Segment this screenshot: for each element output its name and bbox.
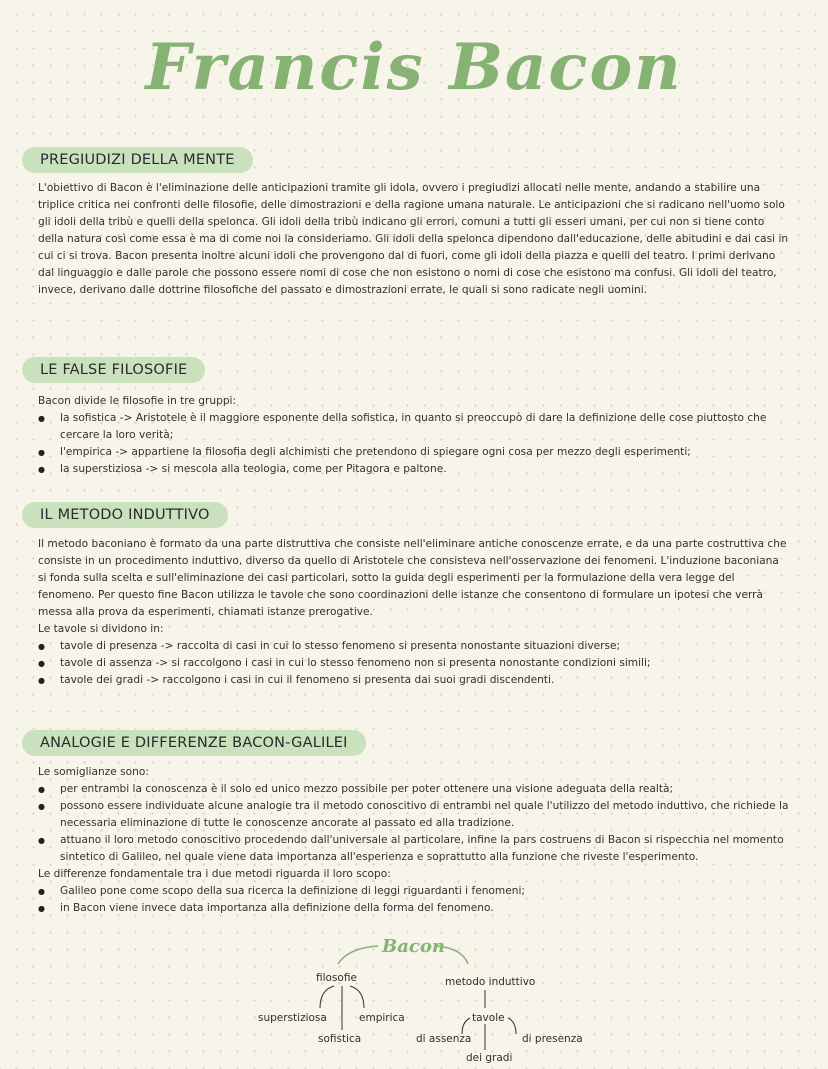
differenze-list: [38, 883, 790, 917]
concept-map: [240, 930, 600, 1065]
branch-line: [508, 1018, 516, 1034]
branch-line: [320, 986, 334, 1008]
section-false-filosofie-text: [38, 393, 790, 478]
diagram-node-filosofie: filosofie: [316, 972, 357, 984]
diagram-node-sofistica: sofistica: [318, 1033, 362, 1045]
pregiudizi-paragraph: L'obiettivo di Bacon è l'eliminazione delle anticipazioni tramite gli idola, ovvero i pregiudizi allocati nelle mente, andando a stabilire una triplice critica nei confronti delle filosofie, delle dimostrazioni e della ragione umana naturale. Le anticipazioni che si radicano nell'uomo solo gli idoli della tribù e quelli della spelonca. Gli idoli della tribù indicano gli errori, comuni a tutti gli esseri umani, per cui non si tiene conto della natura così come essa è ma di come noi la consideriamo. Gli idoli della spelonca dipendono dall'educazione, delle abitudini e dai casi in cui ci si trova. Bacon presenta inoltre alcuni idoli che provengono dal di fuori, come gli idoli della piazza e quelli del teatro. I primi derivano dal linguaggio e dalle parole che possono essere nomi di cose che non esistono o nomi di cose che esistono ma confusi. Gli idoli del teatro, invece, derivano dalle dottrine filosofiche del passato e dimostrazioni errate, le quali si sono radicate negli uomini.: [38, 182, 789, 296]
section-heading-false-filosofie: LE FALSE FILOSOFIE: [22, 357, 205, 383]
diagram-node-superstiziosa: superstiziosa: [258, 1012, 327, 1024]
section-metodo-induttivo-text: [38, 536, 790, 689]
diagram-node-empirica: empirica: [359, 1012, 405, 1024]
list-item: ● la superstiziosa -> si mescola alla teologia, come per Pitagora e paltone.: [38, 461, 790, 478]
list-item: ● l'empirica -> appartiene la filosofia degli alchimisti che pretendono di spiegare ogni cosa per mezzo degli esperimenti;: [38, 444, 790, 461]
list-item: ● per entrambi la conoscenza è il solo ed unico mezzo possibile per poter ottenere una visione adeguata della realtà;: [38, 781, 790, 798]
diagram-node-di-presenza: di presenza: [522, 1033, 583, 1045]
somiglianze-intro: Le somiglianze sono:: [38, 766, 149, 778]
false-filosofie-intro: Bacon divide le filosofie in tre gruppi:: [38, 395, 237, 407]
list-item: ● possono essere individuate alcune analogie tra il metodo conoscitivo di entrambi nel quale l'utilizzo del metodo induttivo, che richiede la necessaria eliminazione di tutte le conoscenze ancorate al passato ed alla tradizione.: [38, 798, 790, 832]
list-item: ● in Bacon viene invece data importanza alla definizione della forma del fenomeno.: [38, 900, 790, 917]
arrow-root-left: [338, 946, 378, 964]
page-title: Francis Bacon: [145, 30, 683, 105]
branch-line: [350, 986, 364, 1008]
somiglianze-list: [38, 781, 790, 866]
differenze-intro: Le differenze fondamentale tra i due metodi riguarda il loro scopo:: [38, 868, 391, 880]
diagram-node-dei-gradi: dei gradi: [466, 1052, 513, 1064]
section-heading-analogie: ANALOGIE E DIFFERENZE BACON-GALILEI: [22, 730, 366, 756]
diagram-node-di-assenza: di assenza: [416, 1033, 472, 1045]
diagram-root-label: Bacon: [382, 936, 445, 957]
list-item: ● tavole di assenza -> si raccolgono i casi in cui lo stesso fenomeno non si presenta nonostante condizioni simili;: [38, 655, 790, 672]
list-item: ● la sofistica -> Aristotele è il maggiore esponente della sofistica, in quanto si preoccupò di dare la definizione delle cose piuttosto che cercare la loro verità;: [38, 410, 790, 444]
section-heading-pregiudizi: PREGIUDIZI DELLA MENTE: [22, 147, 253, 173]
list-item: ● tavole dei gradi -> raccolgono i casi in cui il fenomeno si presenta dai suoi gradi discendenti.: [38, 672, 790, 689]
diagram-node-metodo-induttivo: metodo induttivo: [445, 976, 536, 988]
tavole-list: [38, 638, 790, 689]
branch-line: [462, 1018, 470, 1034]
list-item: ● tavole di presenza -> raccolta di casi in cui lo stesso fenomeno si presenta nonostante situazioni diverse;: [38, 638, 790, 655]
section-analogie-text: [38, 764, 790, 917]
section-pregiudizi-text: [38, 180, 790, 299]
section-heading-metodo-induttivo: IL METODO INDUTTIVO: [22, 502, 228, 528]
list-item: ● attuano il loro metodo conoscitivo procedendo dall'universale al particolare, infine la pars costruens di Bacon si rispecchia nel momento sintetico di Galileo, nel quale viene data importanza all'esperienza e soprattutto alla funzione che riveste l'esperimento.: [38, 832, 790, 866]
false-filosofie-list: [38, 410, 790, 478]
metodo-paragraph: Il metodo baconiano è formato da una parte distruttiva che consiste nell'eliminare antiche conoscenze errate, e da una parte costruttiva che consiste in un procedimento induttivo, diverso da quello di Aristotele che consisteva nell'osservazione dei fenomeni. L'induzione baconiana si fonda sulla scelta e sull'eliminazione dei casi particolari, sotto la guida degli esperimenti per la formulazione della vera legge del fenomeno. Per questo fine Bacon utilizza le tavole che sono coordinazioni delle istanze che consentono di formulare un ipotesi che verrà messa alla prova da esperimenti, chiamati istanze prerogative.: [38, 538, 787, 618]
tavole-intro: Le tavole si dividono in:: [38, 623, 164, 635]
list-item: ● Galileo pone come scopo della sua ricerca la definizione di leggi riguardanti i fenomeni;: [38, 883, 790, 900]
diagram-node-tavole: tavole: [472, 1012, 505, 1024]
